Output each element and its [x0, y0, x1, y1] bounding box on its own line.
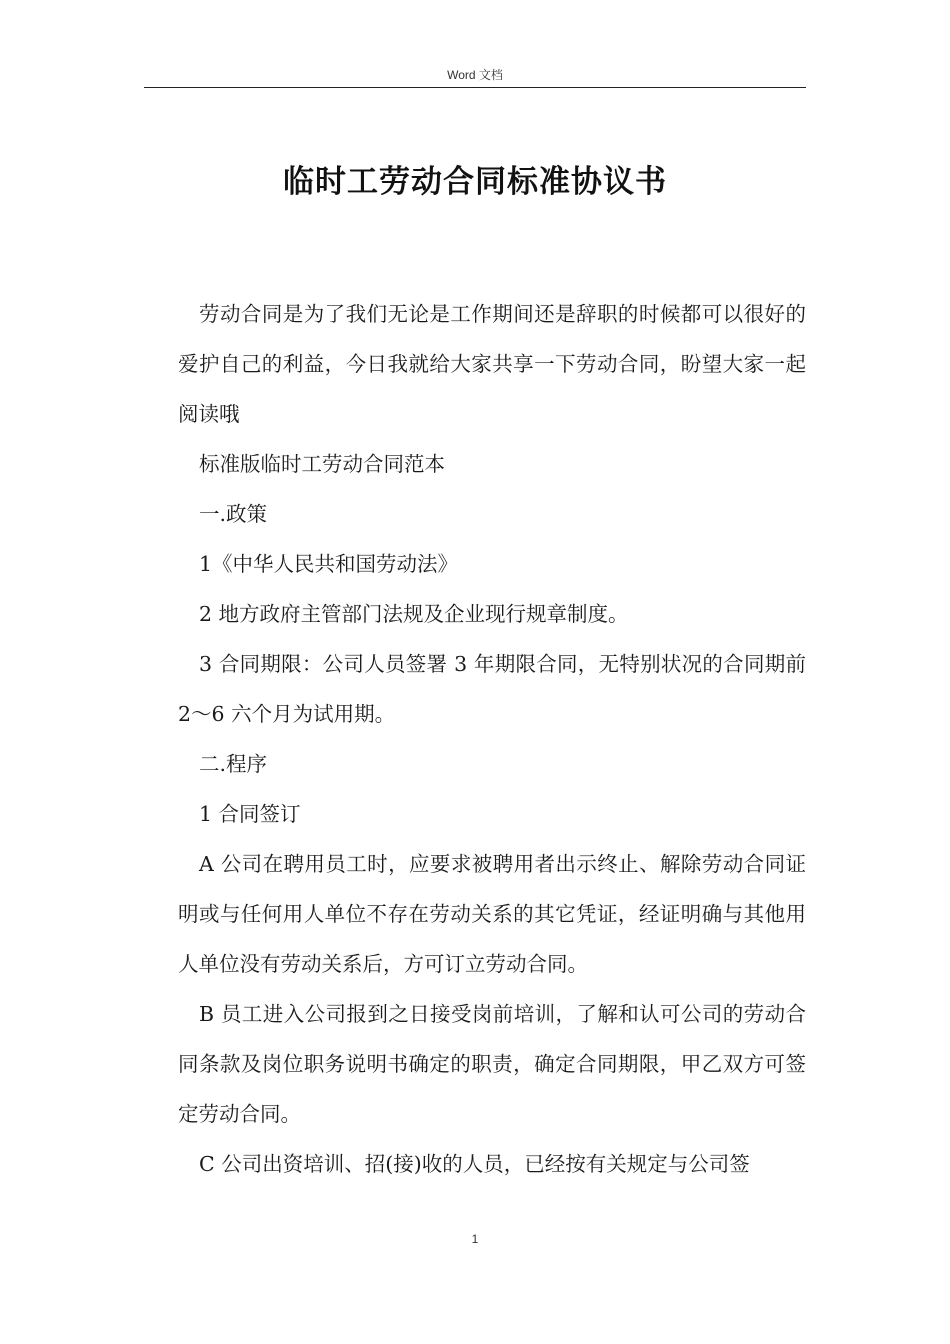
document-title: 临时工劳动合同标准协议书 — [283, 164, 667, 200]
paragraph-clause-c: C 公司出资培训、招(接)收的人员，已经按有关规定与公司签 — [199, 1152, 750, 1176]
page-header: Word 文档 — [447, 68, 503, 82]
header-divider — [144, 87, 806, 88]
list-item: 1《中华人民共和国劳动法》 — [199, 552, 459, 576]
paragraph-clause-a: A 公司在聘用员工时，应要求被聘用者出示终止、解除劳动合同证明或与任何用人单位不存在劳动关系的其它凭证，经证明确与其他用人单位没有劳动关系后，方可订立劳动合同。 — [178, 852, 806, 976]
section-heading-procedure: 二.程序 — [199, 752, 268, 776]
page-number: 1 — [471, 1232, 479, 1246]
paragraph-intro: 劳动合同是为了我们无论是工作期间还是辞职的时候都可以很好的爱护自己的利益，今日我就给大家共享一下劳动合同，盼望大家一起阅读哦 — [178, 302, 806, 426]
section-heading-policy: 一.政策 — [199, 502, 268, 526]
list-item: 1 合同签订 — [199, 802, 301, 826]
paragraph-subtitle: 标准版临时工劳动合同范本 — [199, 452, 445, 476]
document-body — [178, 289, 806, 1189]
paragraph-clause-b: B 员工进入公司报到之日接受岗前培训，了解和认可公司的劳动合同条款及岗位职务说明书确定的职责，确定合同期限，甲乙双方可签定劳动合同。 — [178, 1002, 806, 1126]
list-item: 3 合同期限：公司人员签署 3 年期限合同，无特别状况的合同期前 2～6 六个月为试用期。 — [178, 652, 806, 726]
list-item: 2 地方政府主管部门法规及企业现行规章制度。 — [199, 602, 629, 626]
